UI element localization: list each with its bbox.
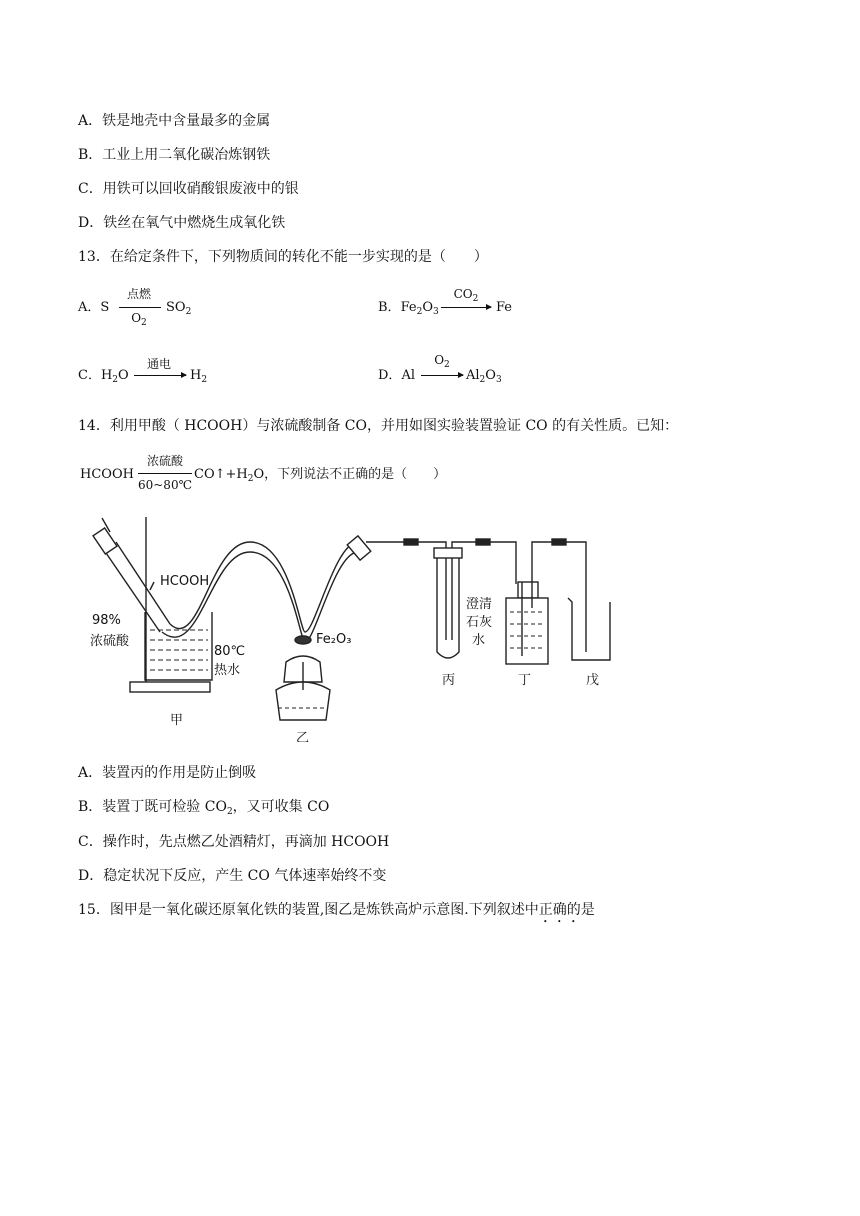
label-hcooh: HCOOH <box>160 574 210 589</box>
label-fe2o3: Fe₂O₃ <box>316 632 352 647</box>
label-ding: 丁 <box>518 673 532 688</box>
label-jia: 甲 <box>170 713 184 728</box>
q15-stem: 15．图甲是一氧化碳还原氧化铁的装置,图乙是炼铁高炉示意图.下列叙述中正确的是 <box>78 902 595 918</box>
apparatus-diagram <box>90 512 650 742</box>
q14-option-c: C．操作时，先点燃乙处酒精灯，再滴加 HCOOH <box>78 834 390 850</box>
label-hot-water: 热水 <box>214 663 241 678</box>
label-wu: 戊 <box>586 673 600 688</box>
q12-option-c: C．用铁可以回收硝酸银废液中的银 <box>78 181 299 197</box>
label-limewater-2: 石灰 <box>466 615 493 630</box>
label-temp: 80℃ <box>214 644 246 659</box>
q14-option-a: A．装置丙的作用是防止倒吸 <box>78 765 257 781</box>
label-limewater-3: 水 <box>472 633 486 648</box>
label-acid-pct: 98% <box>92 613 121 628</box>
q13-stem: 13．在给定条件下，下列物质间的转化不能一步实现的是（ ） <box>78 249 488 265</box>
q14-stem: 14．利用甲酸（ HCOOH）与浓硫酸制备 CO，并用如图实验装置验证 CO 的有关性质。已知： <box>78 418 679 434</box>
q12-option-a: A．铁是地壳中含量最多的金属 <box>78 113 271 129</box>
label-acid: 浓硫酸 <box>90 634 130 649</box>
label-limewater-1: 澄清 <box>466 597 493 612</box>
q12-option-d: D．铁丝在氧气中燃烧生成氧化铁 <box>78 215 286 231</box>
q12-option-b: B．工业上用二氧化碳冶炼钢铁 <box>78 147 271 163</box>
q14-option-b: B．装置丁既可检验 $CO_2$，又可收集 CO <box>78 799 330 817</box>
label-bing: 丙 <box>442 673 456 688</box>
label-yi: 乙 <box>296 731 310 742</box>
q14-option-d: D．稳定状况下反应，产生 CO 气体速率始终不变 <box>78 868 387 884</box>
